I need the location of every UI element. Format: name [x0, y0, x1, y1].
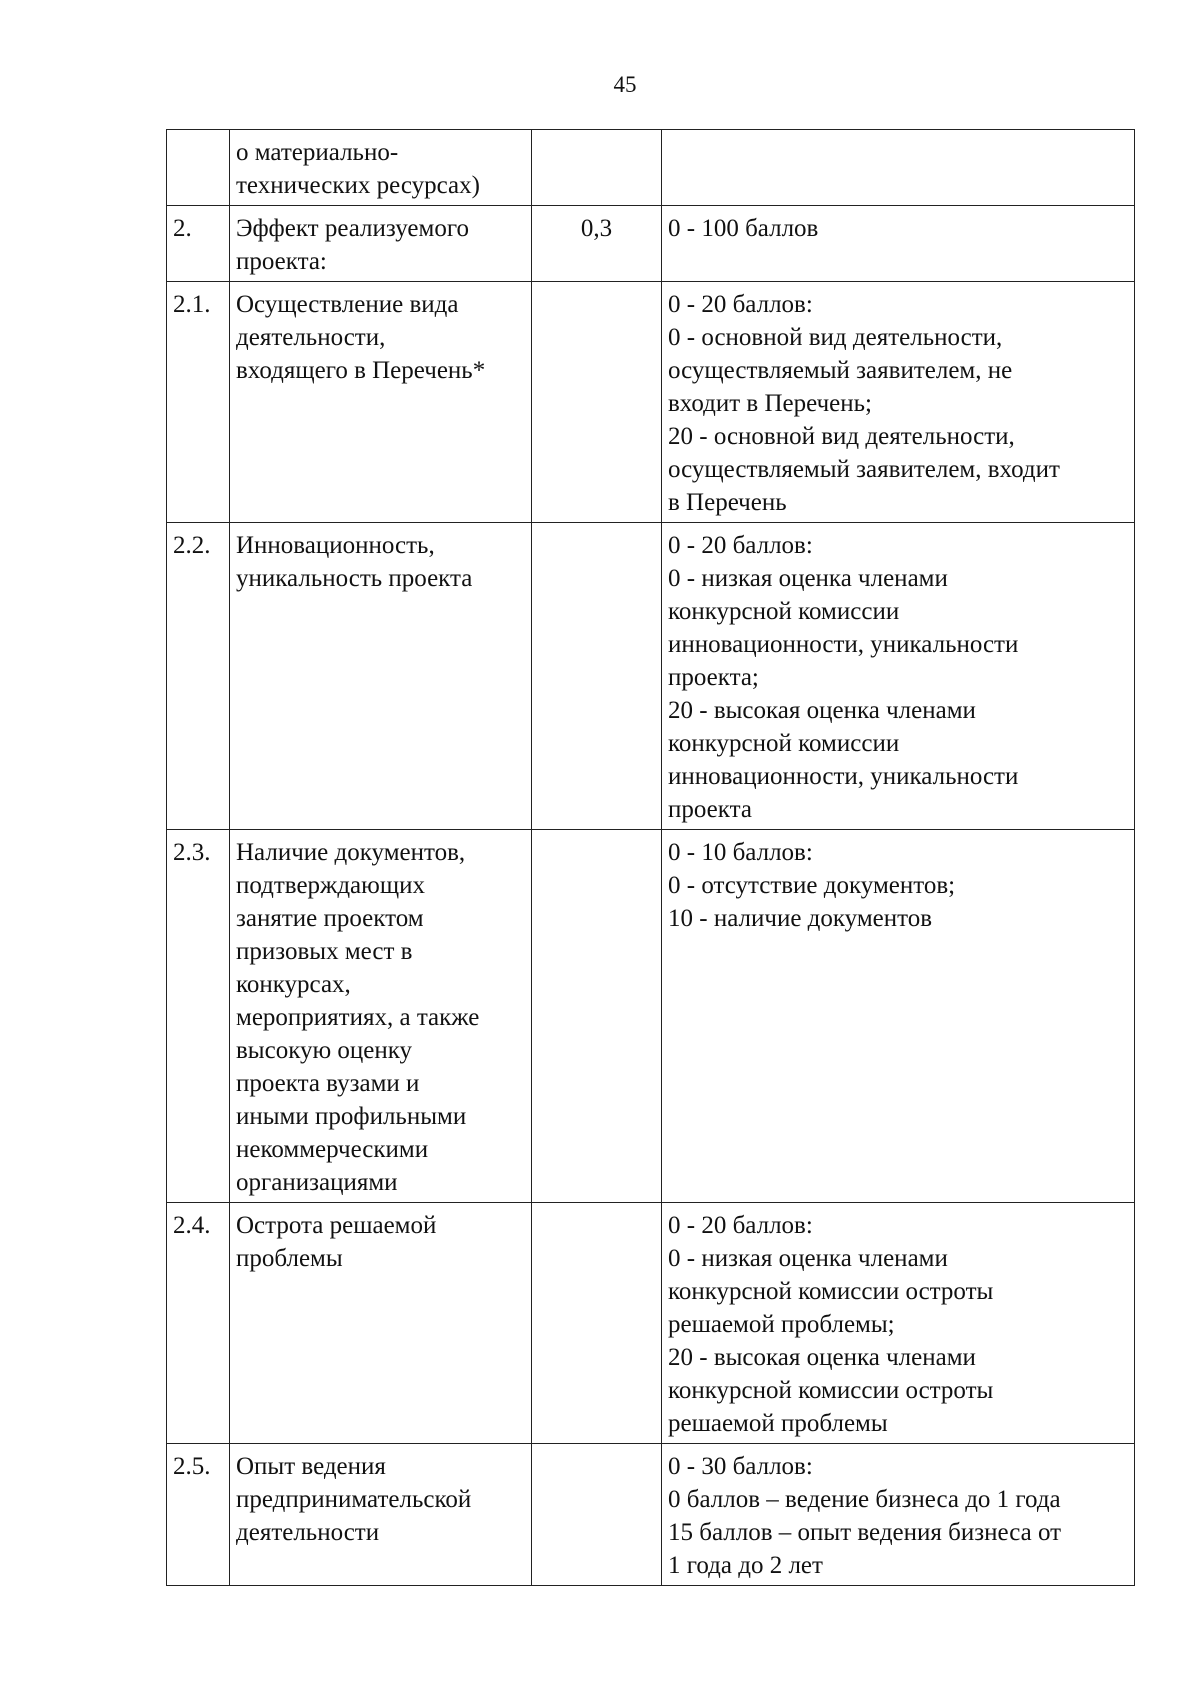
score-cell [662, 830, 1135, 1203]
score-line: 20 - высокая оценка членами [668, 697, 976, 724]
score-line: проекта [668, 796, 752, 823]
criterion-name-cell [230, 830, 532, 1203]
row-number-cell: 2.2. [167, 523, 230, 830]
criterion-name-cell [230, 282, 532, 523]
table-row [167, 830, 1135, 1203]
criterion-name-line: Опыт ведения [236, 1453, 386, 1480]
score-line: конкурсной комиссии [668, 730, 900, 757]
score-line: 0 - отсутствие документов; [668, 872, 956, 899]
table-row [167, 523, 1135, 830]
score-line: 0 - 20 баллов: [668, 291, 813, 318]
table-row [167, 1203, 1135, 1444]
criterion-name-line: технических ресурсах) [236, 172, 480, 199]
criterion-name-line: организациями [236, 1169, 398, 1196]
score-line: 20 - основной вид деятельности, [668, 423, 1015, 450]
score-line: 0 баллов – ведение бизнеса до 1 года [668, 1486, 1061, 1513]
table-row [167, 1444, 1135, 1586]
score-cell [662, 282, 1135, 523]
score-line: 0 - 10 баллов: [668, 839, 813, 866]
score-cell [662, 1444, 1135, 1586]
criterion-name-line: Инновационность, [236, 532, 435, 559]
score-line: 10 - наличие документов [668, 905, 933, 932]
score-line: проекта; [668, 664, 759, 691]
criterion-name-line: проекта: [236, 248, 327, 275]
score-line: в Перечень [668, 489, 787, 516]
criterion-name-line: уникальность проекта [236, 565, 473, 592]
score-line: конкурсной комиссии остроты [668, 1377, 994, 1404]
score-line: 0 - 30 баллов: [668, 1453, 813, 1480]
criterion-name-line: деятельности, [236, 324, 386, 351]
criterion-name-line: о материально- [236, 139, 399, 166]
score-line: решаемой проблемы [668, 1410, 888, 1437]
criterion-name-cell [230, 523, 532, 830]
criteria-table [166, 129, 1135, 1586]
score-line: входит в Перечень; [668, 390, 872, 417]
score-cell [662, 523, 1135, 830]
criterion-name-line: занятие проектом [236, 905, 424, 932]
score-cell [662, 206, 1135, 282]
score-line: 20 - высокая оценка членами [668, 1344, 976, 1371]
row-number-cell [167, 130, 230, 206]
criterion-name-line: призовых мест в [236, 938, 413, 965]
criterion-name-line: входящего в Перечень* [236, 357, 486, 384]
criterion-name-line: мероприятиях, а также [236, 1004, 480, 1031]
criterion-name-line: предпринимательской [236, 1486, 472, 1513]
criterion-name-line: Осуществление вида [236, 291, 459, 318]
criterion-name-line: Острота решаемой [236, 1212, 437, 1239]
weight-cell [532, 1444, 662, 1586]
score-line: инновационности, уникальности [668, 763, 1019, 790]
table-row [167, 206, 1135, 282]
row-number-cell: 2. [167, 206, 230, 282]
score-line: конкурсной комиссии остроты [668, 1278, 994, 1305]
score-cell [662, 1203, 1135, 1444]
score-line: 0 - низкая оценка членами [668, 565, 948, 592]
criterion-name-line: проблемы [236, 1245, 343, 1272]
criterion-name-line: подтверждающих [236, 872, 425, 899]
criterion-name-line: Наличие документов, [236, 839, 466, 866]
score-line: 0 - низкая оценка членами [668, 1245, 948, 1272]
weight-cell [532, 282, 662, 523]
criterion-name-line: деятельности [236, 1519, 380, 1546]
criterion-name-line: проекта вузами и [236, 1070, 420, 1097]
weight-cell [532, 830, 662, 1203]
weight-cell: 0,3 [532, 206, 662, 282]
row-number-cell: 2.5. [167, 1444, 230, 1586]
criteria-table-body [167, 130, 1135, 1586]
criterion-name-line: Эффект реализуемого [236, 215, 469, 242]
criterion-name-cell [230, 1444, 532, 1586]
score-line: 0 - 20 баллов: [668, 1212, 813, 1239]
score-line: осуществляемый заявителем, не [668, 357, 1013, 384]
score-line: инновационности, уникальности [668, 631, 1019, 658]
weight-cell [532, 130, 662, 206]
row-number-cell: 2.4. [167, 1203, 230, 1444]
score-line: 0 - 20 баллов: [668, 532, 813, 559]
table-row [167, 130, 1135, 206]
score-line: 15 баллов – опыт ведения бизнеса от [668, 1519, 1062, 1546]
weight-cell [532, 1203, 662, 1444]
score-cell [662, 130, 1135, 206]
page-number: 45 [613, 72, 637, 97]
score-line: 0 - 100 баллов [668, 215, 819, 242]
score-line: конкурсной комиссии [668, 598, 900, 625]
row-number-cell: 2.3. [167, 830, 230, 1203]
criterion-name-line: конкурсах, [236, 971, 351, 998]
row-number-cell: 2.1. [167, 282, 230, 523]
score-line: осуществляемый заявителем, входит [668, 456, 1060, 483]
score-line: решаемой проблемы; [668, 1311, 895, 1338]
criterion-name-cell [230, 130, 532, 206]
criterion-name-line: иными профильными [236, 1103, 467, 1130]
criterion-name-cell [230, 1203, 532, 1444]
table-row [167, 282, 1135, 523]
criterion-name-line: некоммерческими [236, 1136, 429, 1163]
weight-cell [532, 523, 662, 830]
score-line: 0 - основной вид деятельности, [668, 324, 1003, 351]
criterion-name-cell [230, 206, 532, 282]
criterion-name-line: высокую оценку [236, 1037, 413, 1064]
score-line: 1 года до 2 лет [668, 1552, 823, 1579]
